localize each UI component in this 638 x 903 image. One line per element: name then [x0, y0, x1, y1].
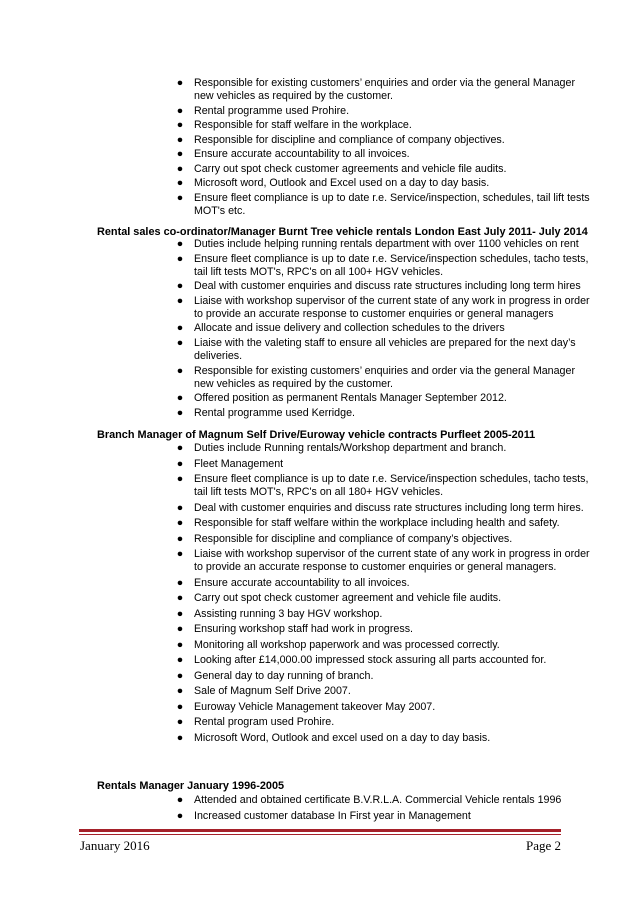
- bullet-icon: ●: [176, 685, 184, 698]
- list-item: ● Fleet Management: [174, 458, 594, 471]
- list-item: ● Duties include Running rentals/Workshop department and branch.: [174, 442, 594, 455]
- magnum-duties-list: [174, 442, 594, 747]
- list-item: ● Rental programme used Kerridge.: [174, 407, 594, 420]
- rentals-manager-duties-list: [174, 794, 594, 825]
- bullet-icon: ●: [176, 162, 184, 175]
- bullet-icon: ●: [176, 654, 184, 667]
- bullet-icon: ●: [176, 392, 184, 405]
- bullet-icon: ●: [176, 133, 184, 146]
- bullet-icon: ●: [176, 794, 184, 806]
- bullet-icon: ●: [176, 669, 184, 682]
- bullet-icon: ●: [176, 501, 184, 514]
- list-item: ● Ensure accurate accountability to all invoices.: [174, 577, 594, 590]
- bullet-icon: ●: [176, 322, 184, 335]
- bullet-icon: ●: [176, 119, 184, 132]
- list-item: ● Ensure accurate accountability to all invoices.: [174, 148, 594, 161]
- list-item: ● Responsible for staff welfare in the workplace.: [174, 119, 594, 132]
- bullet-icon: ●: [176, 104, 184, 117]
- list-item: ● Euroway Vehicle Management takeover May 2007.: [174, 701, 594, 714]
- bullet-icon: ●: [176, 364, 184, 377]
- footer-rule-thick: [79, 829, 561, 832]
- bullet-icon: ●: [176, 191, 184, 204]
- list-item: ● Increased customer database In First year in Management: [174, 810, 594, 823]
- section-heading-rentals-manager: Rentals Manager January 1996-2005: [97, 780, 285, 792]
- list-item: ● Carry out spot check customer agreements and vehicle file audits.: [174, 163, 594, 176]
- footer-page-number: [526, 838, 561, 854]
- page-label: Page: [525, 838, 552, 853]
- list-item: ● Sale of Magnum Self Drive 2007.: [174, 685, 594, 698]
- list-item: ● Liaise with workshop supervisor of the current state of any work in progress in order to provide an accurate response to customer enquiries or general managers: [174, 295, 594, 321]
- footer-date: January 2016: [80, 838, 150, 853]
- list-item: ● Rental programme used Prohire.: [174, 105, 594, 118]
- bullet-icon: ●: [176, 731, 184, 744]
- bullet-icon: ●: [176, 252, 184, 265]
- list-item: ● General day to day running of branch.: [174, 670, 594, 683]
- section-heading-burnt-tree: Rental sales co-ordinator/Manager Burnt Tree vehicle rentals London East July 2011- July 2014: [97, 226, 588, 238]
- bullet-icon: ●: [176, 623, 184, 636]
- list-item: ● Carry out spot check customer agreement and vehicle file audits.: [174, 592, 594, 605]
- list-item: ● Duties include helping running rentals department with over 1100 vehicles on rent: [174, 238, 594, 251]
- section-heading-magnum: Branch Manager of Magnum Self Drive/Euroway vehicle contracts Purfleet 2005-2011: [97, 429, 536, 441]
- list-item: ● Ensure fleet compliance is up to date r.e. Service/inspection schedules, tacho tests, tail lift tests MOT's, RPC's on all 100+ HGV vehicles.: [174, 253, 594, 279]
- list-item: ● Responsible for existing customers’ enquiries and order via the general Manager new vehicles as required by the customer.: [174, 365, 594, 391]
- list-item: ● Responsible for discipline and compliance of company’s objectives.: [174, 533, 594, 546]
- list-item: ● Allocate and issue delivery and collection schedules to the drivers: [174, 322, 594, 335]
- continued-duties-list: [174, 77, 594, 219]
- bullet-icon: ●: [176, 177, 184, 190]
- bullet-icon: ●: [176, 473, 184, 485]
- bullet-icon: ●: [176, 700, 184, 713]
- footer-rule-thin: [79, 834, 561, 835]
- bullet-icon: ●: [176, 238, 184, 250]
- bullet-icon: ●: [176, 442, 184, 454]
- bullet-icon: ●: [176, 548, 184, 561]
- bullet-icon: ●: [176, 336, 184, 349]
- list-item: ● Monitoring all workshop paperwork and was processed correctly.: [174, 639, 594, 652]
- list-item: ● Offered position as permanent Rentals Manager September 2012.: [174, 392, 594, 405]
- bullet-icon: ●: [176, 532, 184, 545]
- list-item: ● Microsoft Word, Outlook and excel used on a day to day basis.: [174, 732, 594, 745]
- list-item: ● Liaise with workshop supervisor of the current state of any work in progress in order to provide an accurate response to customer enquiries or general managers.: [174, 548, 594, 574]
- list-item: ● Deal with customer enquiries and discuss rate structures including long term hires: [174, 280, 594, 293]
- list-item: ● Ensure fleet compliance is up to date r.e. Service/inspection, schedules, tail lift tests MOT's etc.: [174, 192, 594, 218]
- bullet-icon: ●: [176, 638, 184, 651]
- bullet-icon: ●: [176, 592, 184, 605]
- bullet-icon: ●: [176, 607, 184, 620]
- bullet-icon: ●: [176, 809, 184, 822]
- list-item: ● Rental program used Prohire.: [174, 716, 594, 729]
- burnt-tree-duties-list: [174, 238, 594, 421]
- bullet-icon: ●: [176, 457, 184, 470]
- list-item: ● Microsoft word, Outlook and Excel used on a day to day basis.: [174, 177, 594, 190]
- list-item: ● Looking after £14,000.00 impressed stock assuring all parts accounted for.: [174, 654, 594, 667]
- bullet-icon: ●: [176, 517, 184, 530]
- list-item: ● Deal with customer enquiries and discuss rate structures including long term hires.: [174, 502, 594, 515]
- list-item: ● Responsible for existing customers’ enquiries and order via the general Manager new vehicles as required by the customer.: [174, 77, 594, 103]
- bullet-icon: ●: [176, 716, 184, 729]
- bullet-icon: ●: [176, 406, 184, 419]
- list-item: ● Responsible for discipline and compliance of company objectives.: [174, 134, 594, 147]
- bullet-icon: ●: [176, 280, 184, 293]
- list-item: ● Ensure fleet compliance is up to date r.e. Service/inspection schedules, tacho tests, tail lift tests MOT's, RPC's on all 180+ HGV vehicles.: [174, 473, 594, 499]
- list-item: ● Attended and obtained certificate B.V.R.L.A. Commercial Vehicle rentals 1996: [174, 794, 594, 807]
- page-number: 2: [554, 838, 561, 853]
- list-item: ● Ensuring workshop staff had work in progress.: [174, 623, 594, 636]
- list-item: ● Assisting running 3 bay HGV workshop.: [174, 608, 594, 621]
- bullet-icon: ●: [176, 77, 184, 89]
- list-item: ● Responsible for staff welfare within the workplace including health and safety.: [174, 517, 594, 530]
- bullet-icon: ●: [176, 148, 184, 161]
- list-item: ● Liaise with the valeting staff to ensure all vehicles are prepared for the next day’s deliveries.: [174, 337, 594, 363]
- bullet-icon: ●: [176, 576, 184, 589]
- bullet-icon: ●: [176, 294, 184, 307]
